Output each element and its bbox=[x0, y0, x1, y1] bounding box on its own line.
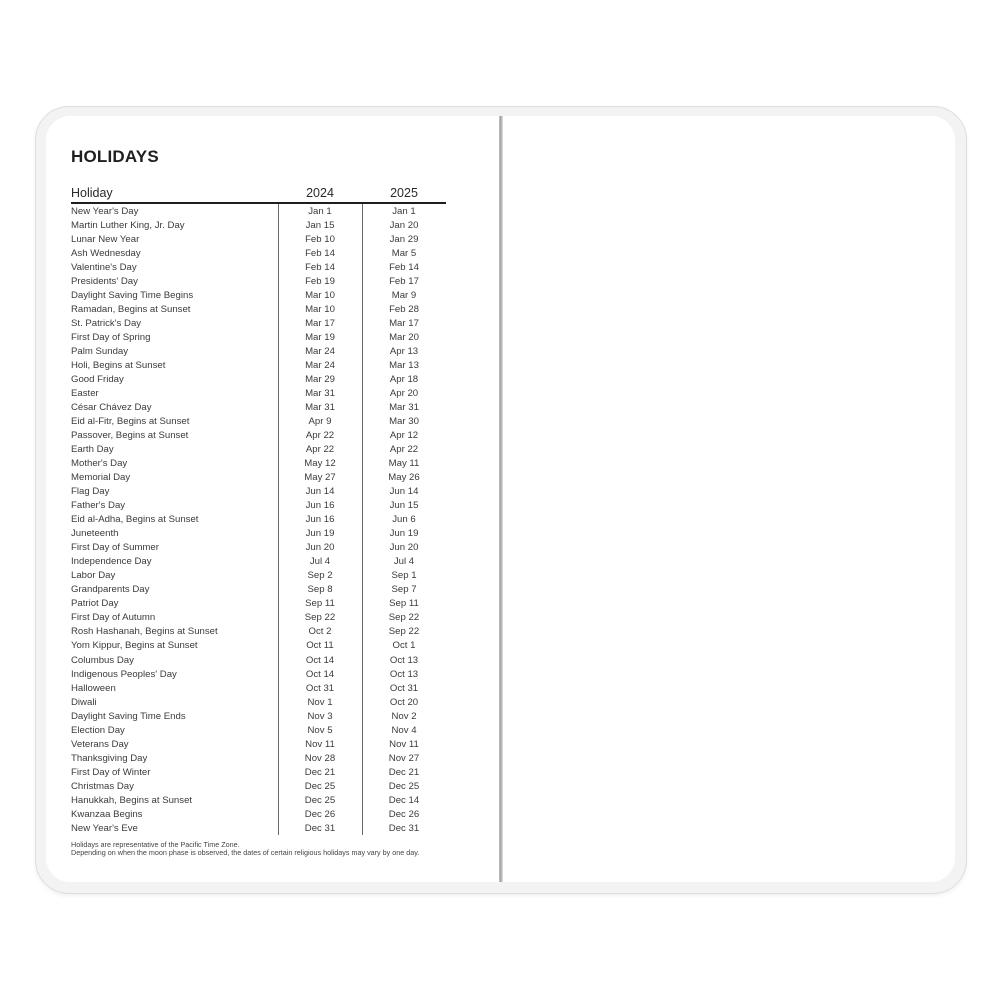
holiday-name: Halloween bbox=[71, 682, 116, 694]
date-2024: Dec 31 bbox=[304, 822, 336, 834]
date-2024: Nov 5 bbox=[307, 724, 333, 736]
holiday-name: Valentine's Day bbox=[71, 262, 137, 274]
date-2024: Sep 8 bbox=[307, 584, 333, 596]
footnote: Holidays are representative of the Pacific Time Zone. bbox=[71, 840, 240, 849]
date-2025: Dec 26 bbox=[388, 808, 420, 820]
table-row bbox=[71, 597, 446, 611]
table-row bbox=[71, 766, 446, 780]
date-2025: May 26 bbox=[388, 472, 420, 484]
holiday-name: Daylight Saving Time Ends bbox=[71, 710, 186, 722]
holiday-name: First Day of Winter bbox=[71, 766, 151, 778]
date-2025: Jun 6 bbox=[392, 514, 416, 526]
date-2025: May 11 bbox=[388, 458, 420, 470]
date-2024: Feb 14 bbox=[305, 248, 335, 260]
table-row bbox=[71, 527, 446, 541]
date-2024: Oct 11 bbox=[306, 640, 334, 652]
holiday-name: Flag Day bbox=[71, 486, 110, 498]
holiday-name: Eid al-Fitr, Begins at Sunset bbox=[71, 416, 190, 428]
holiday-name: Mother's Day bbox=[71, 458, 128, 470]
date-2024: May 27 bbox=[304, 472, 336, 484]
holiday-name: Labor Day bbox=[71, 570, 116, 582]
table-row bbox=[71, 485, 446, 499]
table-row bbox=[71, 696, 446, 710]
date-2024: Jan 15 bbox=[305, 220, 335, 232]
date-2024: Jan 1 bbox=[308, 206, 332, 217]
date-2024: Sep 22 bbox=[304, 612, 336, 624]
date-2025: Oct 13 bbox=[389, 668, 419, 680]
holiday-name: Good Friday bbox=[71, 374, 124, 386]
date-2025: Mar 5 bbox=[391, 248, 417, 260]
table-row bbox=[71, 625, 446, 639]
right-page-blank bbox=[502, 116, 955, 882]
table-row bbox=[71, 569, 446, 583]
holiday-name: Passover, Begins at Sunset bbox=[71, 430, 189, 442]
date-2025: Mar 9 bbox=[391, 290, 417, 302]
table-row bbox=[71, 345, 446, 359]
holiday-name: First Day of Summer bbox=[71, 542, 159, 554]
column-header-2024: 2024 bbox=[306, 186, 334, 200]
date-2024: Dec 26 bbox=[304, 808, 336, 820]
date-2025: Jun 15 bbox=[389, 500, 419, 512]
holiday-name: New Year's Eve bbox=[71, 822, 138, 834]
holiday-name: St. Patrick's Day bbox=[71, 318, 142, 330]
table-row bbox=[71, 752, 446, 766]
table-row bbox=[71, 387, 446, 401]
date-2024: Sep 2 bbox=[307, 570, 333, 582]
table-row bbox=[71, 415, 446, 429]
date-2024: Mar 10 bbox=[305, 304, 335, 316]
holiday-name: Lunar New Year bbox=[71, 234, 140, 246]
date-2025: Oct 20 bbox=[389, 696, 419, 708]
date-2024: Jun 16 bbox=[305, 514, 335, 526]
holiday-name: New Year's Day bbox=[71, 206, 139, 217]
header-rule bbox=[71, 202, 446, 204]
date-2025: Jun 19 bbox=[389, 528, 419, 540]
date-2024: Jun 19 bbox=[305, 528, 335, 540]
date-2024: Oct 31 bbox=[305, 682, 335, 694]
date-2024: Dec 25 bbox=[304, 780, 336, 792]
table-row bbox=[71, 205, 446, 219]
date-2025: Oct 13 bbox=[389, 654, 419, 666]
date-2024: Apr 9 bbox=[308, 416, 332, 428]
table-row bbox=[71, 555, 446, 569]
table-row bbox=[71, 822, 446, 836]
date-2025: Jul 4 bbox=[393, 556, 415, 568]
holiday-name: Diwali bbox=[71, 696, 97, 708]
binding-spine bbox=[499, 116, 502, 882]
holiday-name: Kwanzaa Begins bbox=[71, 808, 143, 820]
date-2025: Apr 12 bbox=[389, 430, 419, 442]
footnotes bbox=[71, 841, 451, 857]
table-row bbox=[71, 738, 446, 752]
table-row bbox=[71, 429, 446, 443]
table-row bbox=[71, 219, 446, 233]
date-2024: Sep 11 bbox=[305, 598, 335, 610]
table-row bbox=[71, 499, 446, 513]
table-row bbox=[71, 443, 446, 457]
holiday-name: Holi, Begins at Sunset bbox=[71, 360, 166, 372]
table-row bbox=[71, 373, 446, 387]
table-row bbox=[71, 247, 446, 261]
date-2025: Sep 11 bbox=[389, 598, 419, 610]
holiday-name: Yom Kippur, Begins at Sunset bbox=[71, 640, 198, 652]
holiday-name: Juneteenth bbox=[71, 528, 119, 540]
date-2025: Nov 11 bbox=[389, 738, 419, 750]
table-row bbox=[71, 794, 446, 808]
holiday-name: Rosh Hashanah, Begins at Sunset bbox=[71, 626, 218, 638]
date-2024: Mar 31 bbox=[305, 402, 335, 414]
holiday-name: César Chávez Day bbox=[71, 402, 152, 414]
table-row bbox=[71, 233, 446, 247]
date-2025: Mar 13 bbox=[389, 360, 419, 372]
holiday-name: Palm Sunday bbox=[71, 346, 129, 358]
date-2024: Feb 14 bbox=[305, 262, 335, 274]
date-2025: Mar 20 bbox=[389, 332, 419, 344]
holiday-name: Hanukkah, Begins at Sunset bbox=[71, 794, 193, 806]
holiday-name: Martin Luther King, Jr. Day bbox=[71, 220, 185, 232]
table-row bbox=[71, 583, 446, 597]
holiday-name: Thanksgiving Day bbox=[71, 752, 148, 764]
date-2025: Dec 31 bbox=[388, 822, 420, 834]
holiday-name: Independence Day bbox=[71, 556, 152, 568]
date-2025: Sep 1 bbox=[391, 570, 417, 582]
date-2025: Jan 29 bbox=[389, 234, 419, 246]
date-2025: Sep 22 bbox=[388, 612, 420, 624]
date-2024: Dec 25 bbox=[304, 794, 336, 806]
table-row bbox=[71, 359, 446, 373]
table-row bbox=[71, 331, 446, 345]
holiday-name: Election Day bbox=[71, 724, 125, 736]
date-2024: Apr 22 bbox=[305, 444, 335, 456]
table-row bbox=[71, 303, 446, 317]
table-row bbox=[71, 668, 446, 682]
date-2025: Feb 14 bbox=[389, 262, 419, 274]
date-2025: Apr 20 bbox=[389, 388, 419, 400]
date-2025: Apr 18 bbox=[389, 374, 419, 386]
column-header-2025: 2025 bbox=[390, 186, 418, 200]
date-2025: Dec 14 bbox=[388, 794, 420, 806]
date-2025: Apr 22 bbox=[389, 444, 419, 456]
table-row bbox=[71, 471, 446, 485]
date-2025: Jun 20 bbox=[389, 542, 419, 554]
date-2025: Sep 7 bbox=[391, 584, 417, 596]
holiday-name: Ramadan, Begins at Sunset bbox=[71, 304, 191, 316]
date-2024: Mar 19 bbox=[305, 332, 335, 344]
date-2024: Nov 11 bbox=[305, 738, 335, 750]
table-row bbox=[71, 261, 446, 275]
table-row bbox=[71, 457, 446, 471]
table-row bbox=[71, 513, 446, 527]
date-2025: Jan 20 bbox=[389, 220, 419, 232]
date-2025: Nov 4 bbox=[391, 724, 417, 736]
column-header-holiday: Holiday bbox=[71, 186, 113, 200]
date-2025: Sep 22 bbox=[388, 626, 420, 638]
holiday-name: Grandparents Day bbox=[71, 584, 150, 596]
date-2024: Nov 1 bbox=[307, 696, 333, 708]
holiday-name: Easter bbox=[71, 388, 99, 400]
holiday-table bbox=[71, 205, 446, 836]
date-2025: Mar 30 bbox=[389, 416, 419, 428]
date-2025: Nov 2 bbox=[391, 710, 417, 722]
table-row bbox=[71, 611, 446, 625]
date-2025: Feb 17 bbox=[389, 276, 419, 288]
page-title: HOLIDAYS bbox=[71, 147, 159, 166]
date-2024: Oct 2 bbox=[308, 626, 332, 638]
table-row bbox=[71, 780, 446, 794]
table-row bbox=[71, 808, 446, 822]
holiday-name: Ash Wednesday bbox=[71, 248, 141, 260]
holiday-name: Columbus Day bbox=[71, 654, 134, 666]
table-row bbox=[71, 639, 446, 653]
table-row bbox=[71, 401, 446, 415]
date-2024: Nov 28 bbox=[304, 752, 336, 764]
table-row bbox=[71, 289, 446, 303]
date-2024: Feb 10 bbox=[305, 234, 335, 246]
date-2025: Nov 27 bbox=[388, 752, 420, 764]
table-row bbox=[71, 682, 446, 696]
date-2024: Mar 17 bbox=[305, 318, 335, 330]
holiday-name: Indigenous Peoples' Day bbox=[71, 668, 177, 680]
holiday-name: First Day of Spring bbox=[71, 332, 151, 344]
holiday-name: Father's Day bbox=[71, 500, 126, 512]
date-2024: Mar 31 bbox=[305, 388, 335, 400]
holiday-name: Presidents' Day bbox=[71, 276, 138, 288]
date-2024: Apr 22 bbox=[305, 430, 335, 442]
holiday-name: Earth Day bbox=[71, 444, 114, 456]
date-2025: Feb 28 bbox=[389, 304, 419, 316]
date-2024: Jun 20 bbox=[305, 542, 335, 554]
table-row bbox=[71, 710, 446, 724]
holiday-name: Daylight Saving Time Begins bbox=[71, 290, 194, 302]
date-2024: Jun 14 bbox=[305, 486, 335, 498]
date-2024: Nov 3 bbox=[307, 710, 333, 722]
table-row bbox=[71, 317, 446, 331]
date-2024: Mar 29 bbox=[305, 374, 335, 386]
table-row bbox=[71, 275, 446, 289]
table-row bbox=[71, 654, 446, 668]
date-2024: Mar 10 bbox=[305, 290, 335, 302]
holiday-name: First Day of Autumn bbox=[71, 612, 156, 624]
holiday-name: Memorial Day bbox=[71, 472, 131, 484]
date-2024: Mar 24 bbox=[305, 360, 335, 372]
date-2024: Oct 14 bbox=[305, 668, 335, 680]
table-row bbox=[71, 541, 446, 555]
date-2024: Oct 14 bbox=[305, 654, 335, 666]
date-2024: May 12 bbox=[304, 458, 336, 470]
date-2025: Oct 1 bbox=[392, 640, 416, 652]
holiday-name: Veterans Day bbox=[71, 738, 129, 750]
table-row bbox=[71, 724, 446, 738]
date-2025: Apr 13 bbox=[389, 346, 419, 358]
table-header bbox=[71, 186, 446, 202]
date-2024: Jun 16 bbox=[305, 500, 335, 512]
date-2025: Jun 14 bbox=[389, 486, 419, 498]
date-2025: Jan 1 bbox=[392, 206, 416, 217]
date-2025: Oct 31 bbox=[389, 682, 419, 694]
date-2024: Dec 21 bbox=[304, 766, 336, 778]
date-2024: Feb 19 bbox=[305, 276, 335, 288]
date-2025: Mar 31 bbox=[389, 402, 419, 414]
date-2025: Dec 21 bbox=[388, 766, 420, 778]
holiday-name: Eid al-Adha, Begins at Sunset bbox=[71, 514, 199, 526]
date-2025: Dec 25 bbox=[388, 780, 420, 792]
holiday-name: Patriot Day bbox=[71, 598, 119, 610]
footnote: Depending on when the moon phase is observed, the dates of certain religious holidays may vary by one day. bbox=[71, 848, 420, 857]
date-2025: Mar 17 bbox=[389, 318, 419, 330]
holiday-name: Christmas Day bbox=[71, 780, 134, 792]
date-2024: Mar 24 bbox=[305, 346, 335, 358]
date-2024: Jul 4 bbox=[309, 556, 331, 568]
